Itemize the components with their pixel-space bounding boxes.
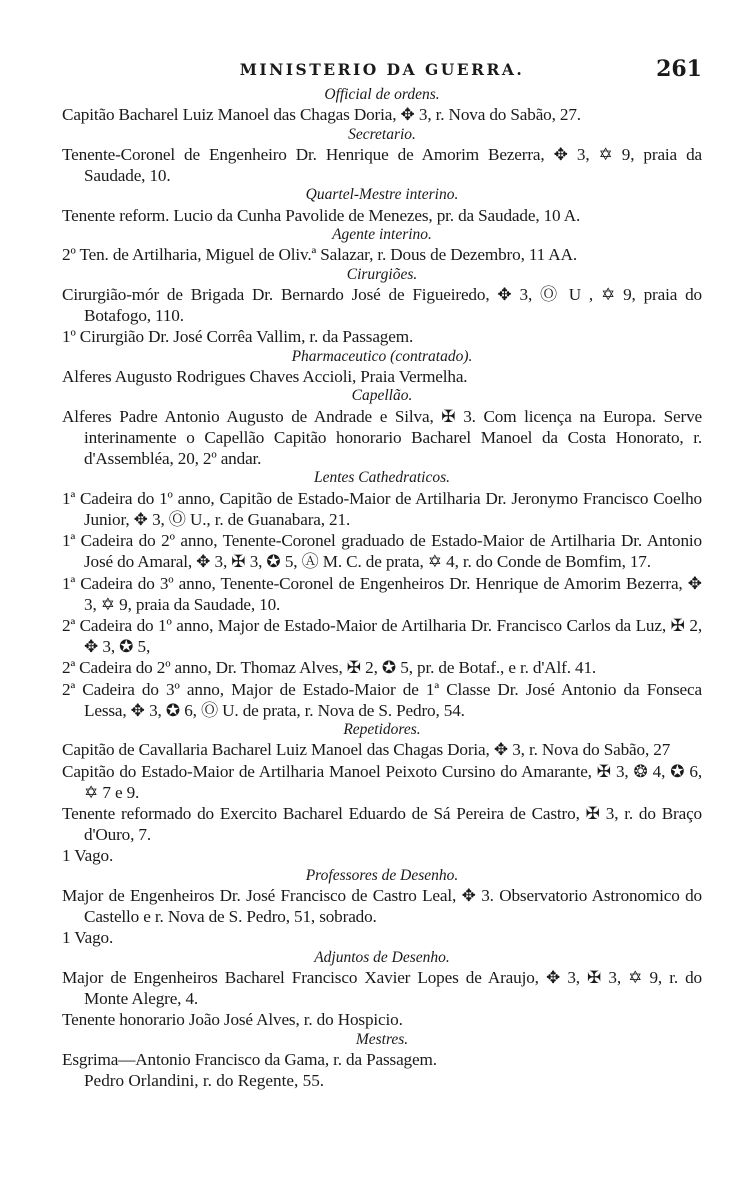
section-heading: Mestres. bbox=[355, 1030, 409, 1048]
list-item: 1ª Cadeira do 2º anno, Tenente-Coronel graduado de Estado-Maior de Artilharia Dr. Antonio José do Amaral, ✥ 3, ✠ 3, ✪ 5, Ⓐ M. C. de prata, ✡ 4, r. do Conde de Bomfim, 17. bbox=[62, 531, 702, 572]
document-body bbox=[62, 86, 702, 1091]
list-item: 1 Vago. bbox=[62, 846, 114, 866]
document-page bbox=[62, 56, 702, 1091]
list-item: 1ª Cadeira do 1º anno, Capitão de Estado-Maior de Artilharia Dr. Jeronymo Francisco Coelho Junior, ✥ 3, Ⓞ U., r. de Guanabara, 21. bbox=[62, 488, 702, 529]
list-item: 1ª Cadeira do 3º anno, Tenente-Coronel de Engenheiros Dr. Henrique de Amorim Bezerra, ✥ 3, ✡ 9, praia da Saudade, 10. bbox=[62, 573, 702, 614]
section-heading: Professores de Desenho. bbox=[305, 866, 459, 884]
list-item: Capitão do Estado-Maior de Artilharia Manoel Peixoto Cursino do Amarante, ✠ 3, ❂ 4, ✪ 6, ✡ 7 e 9. bbox=[62, 761, 702, 802]
section-heading: Capellão. bbox=[351, 387, 413, 405]
section-heading: Quartel-Mestre interino. bbox=[305, 186, 459, 204]
list-item: Alferes Padre Antonio Augusto de Andrade e Silva, ✠ 3. Com licença na Europa. Serve interinamente o Capellão Capitão honorario Bacharel Manoel da Costa Honorato, r. d'Assembléa, 20, 2º andar. bbox=[62, 406, 702, 469]
list-item: Major de Engenheiros Dr. José Francisco de Castro Leal, ✥ 3. Observatorio Astronomico do Castello e r. Nova de S. Pedro, 51, sobrado. bbox=[62, 885, 702, 927]
running-title: MINISTERIO DA GUERRA. bbox=[239, 60, 525, 79]
list-item: Capitão Bacharel Luiz Manoel das Chagas Doria, ✥ 3, r. Nova do Sabão, 27. bbox=[62, 105, 581, 125]
section-heading: Lentes Cathedraticos. bbox=[313, 469, 451, 487]
list-item: Esgrima—Antonio Francisco da Gama, r. da Passagem. bbox=[62, 1049, 437, 1069]
section-heading: Agente interino. bbox=[332, 226, 432, 244]
section-heading: Pharmaceutico (contratado). bbox=[291, 347, 473, 365]
page-header bbox=[62, 56, 702, 86]
list-item: Tenente honorario João José Alves, r. do Hospicio. bbox=[62, 1010, 403, 1030]
list-item: 2º Ten. de Artilharia, Miguel de Oliv.ª Salazar, r. Dous de Dezembro, 11 AA. bbox=[62, 245, 577, 265]
list-item: Tenente reform. Lucio da Cunha Pavolide de Menezes, pr. da Saudade, 10 A. bbox=[62, 205, 581, 225]
section-heading: Secretario. bbox=[348, 125, 416, 143]
section-heading: Cirurgiões. bbox=[346, 265, 418, 283]
list-item: 1º Cirurgião Dr. José Corrêa Vallim, r. da Passagem. bbox=[62, 327, 414, 347]
list-item: Alferes Augusto Rodrigues Chaves Accioli, Praia Vermelha. bbox=[62, 367, 468, 387]
list-item: Capitão de Cavallaria Bacharel Luiz Manoel das Chagas Doria, ✥ 3, r. Nova do Sabão, 27 bbox=[62, 740, 671, 760]
list-item: 2ª Cadeira do 1º anno, Major de Estado-Maior de Artilharia Dr. Francisco Carlos da Luz, ✠ 2, ✥ 3, ✪ 5, bbox=[62, 615, 702, 657]
list-item: 1 Vago. bbox=[62, 928, 114, 948]
list-item: Tenente-Coronel de Engenheiro Dr. Henrique de Amorim Bezerra, ✥ 3, ✡ 9, praia da Saudade, 10. bbox=[62, 145, 702, 186]
list-item: 2ª Cadeira do 2º anno, Dr. Thomaz Alves, ✠ 2, ✪ 5, pr. de Botaf., e r. d'Alf. 41. bbox=[62, 658, 597, 678]
list-item: Major de Engenheiros Bacharel Francisco Xavier Lopes de Araujo, ✥ 3, ✠ 3, ✡ 9, r. do Monte Alegre, 4. bbox=[62, 967, 702, 1009]
section-heading: Adjuntos de Desenho. bbox=[314, 948, 450, 966]
section-heading: Repetidores. bbox=[343, 720, 421, 738]
list-item: Cirurgião-mór de Brigada Dr. Bernardo José de Figueiredo, ✥ 3, Ⓞ U , ✡ 9, praia do Botafogo, 110. bbox=[62, 285, 702, 326]
list-item: Pedro Orlandini, r. do Regente, 55. bbox=[84, 1071, 325, 1091]
section-heading: Official de ordens. bbox=[324, 86, 440, 103]
page-number: 261 bbox=[656, 56, 702, 82]
list-item: 2ª Cadeira do 3º anno, Major de Estado-Maior de 1ª Classe Dr. José Antonio da Fonseca Lessa, ✥ 3, ✪ 6, Ⓞ U. de prata, r. Nova de S. Pedro, 54. bbox=[62, 679, 702, 720]
list-item: Tenente reformado do Exercito Bacharel Eduardo de Sá Pereira de Castro, ✠ 3, r. do Braço d'Ouro, 7. bbox=[62, 803, 702, 845]
